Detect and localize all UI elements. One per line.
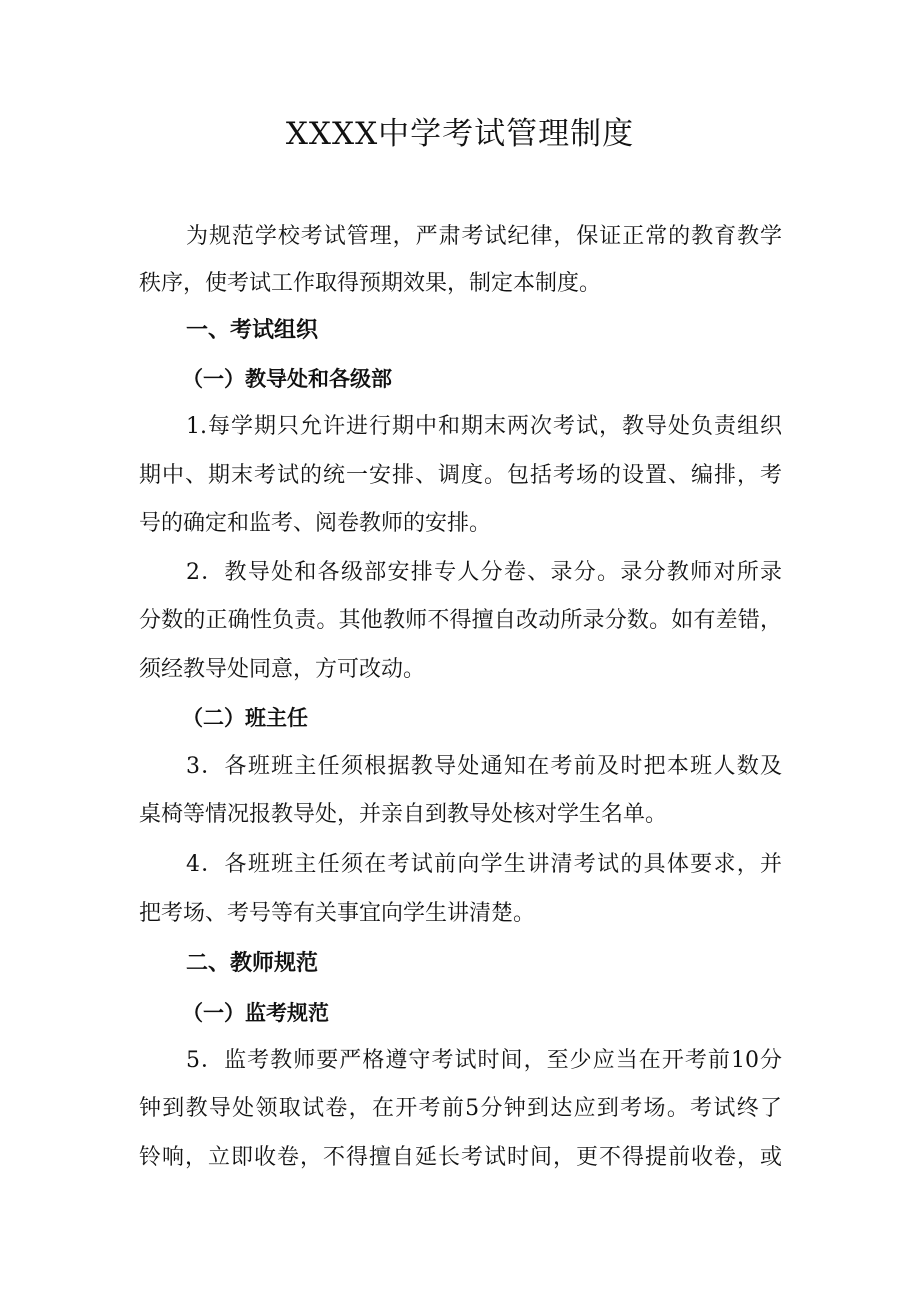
paragraph-line: 5．监考教师要严格遵守考试时间，至少应当在开考前10分	[186, 1048, 782, 1073]
paragraph-line: 须经教导处同意，方可改动。	[139, 657, 426, 682]
paragraph-line: 把考场、考号等有关事宜向学生讲清楚。	[139, 901, 536, 926]
paragraph-line: 期中、期末考试的统一安排、调度。包括考场的设置、编排，考	[139, 463, 782, 488]
paragraph-line: 铃响，立即收卷，不得擅自延长考试时间，更不得提前收卷，或	[139, 1145, 782, 1170]
document-title: XXXX中学考试管理制度	[285, 116, 635, 152]
paragraph-line: 号的确定和监考、阅卷教师的安排。	[139, 511, 492, 536]
paragraph-line: 秩序，使考试工作取得预期效果，制定本制度。	[139, 271, 602, 296]
section-heading: 二、教师规范	[186, 951, 319, 976]
section-heading: 一、考试组织	[186, 318, 319, 343]
paragraph-line: 4．各班班主任须在考试前向学生讲清考试的具体要求，并	[186, 852, 782, 877]
subsection-heading: （一）教导处和各级部	[182, 367, 392, 391]
paragraph-line: 1.每学期只允许进行期中和期末两次考试，教导处负责组织	[186, 414, 782, 439]
paragraph-line: 2．教导处和各级部安排专人分卷、录分。录分教师对所录	[186, 560, 782, 585]
paragraph-line: 分数的正确性负责。其他教师不得擅自改动所录分数。如有差错，	[139, 608, 782, 633]
paragraph-line: 钟到教导处领取试卷，在开考前5分钟到达应到考场。考试终了	[139, 1096, 782, 1121]
paragraph-line: 3．各班班主任须根据教导处通知在考前及时把本班人数及	[186, 754, 782, 779]
paragraph-line: 为规范学校考试管理，严肃考试纪律，保证正常的教育教学	[186, 224, 782, 249]
subsection-heading: （二）班主任	[182, 706, 308, 730]
subsection-heading: （一）监考规范	[182, 1001, 329, 1025]
paragraph-line: 桌椅等情况报教导处，并亲自到教导处核对学生名单。	[139, 802, 668, 827]
